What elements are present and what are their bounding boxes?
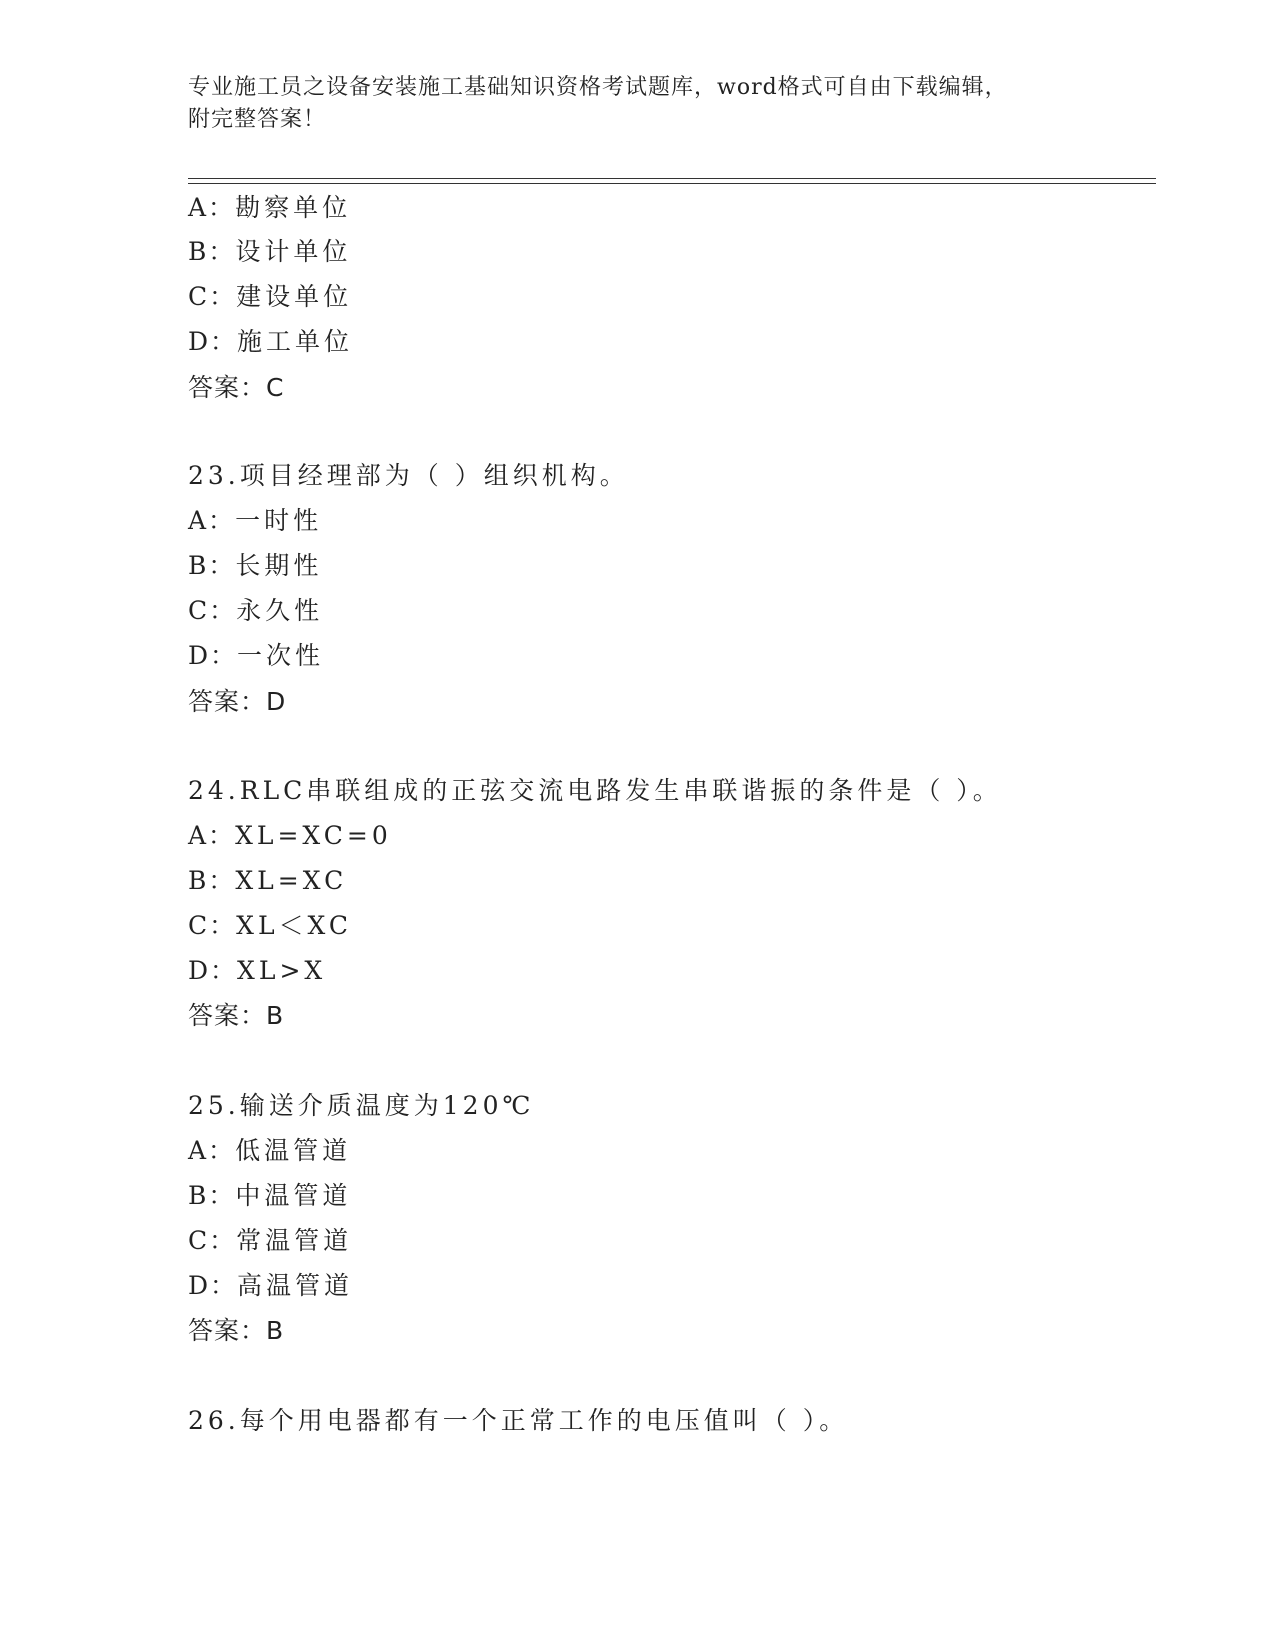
header-rule-top [188, 178, 1156, 179]
q23-option-a: A：一时性 [188, 506, 323, 535]
q23-stem: 23.项目经理部为（ ）组织机构。 [188, 461, 629, 490]
header-line-1: 专业施工员之设备安装施工基础知识资格考试题库，word格式可自由下载编辑， [188, 75, 1008, 100]
q24-answer: 答案：B [188, 1001, 285, 1030]
q24-option-a: A：XL=XC=0 [188, 821, 392, 850]
q23-option-b: B：长期性 [188, 551, 323, 580]
q22-option-d: D：施工单位 [188, 327, 354, 356]
q25-stem: 25.输送介质温度为120℃ [188, 1091, 535, 1120]
header-line-2: 附完整答案！ [188, 107, 327, 132]
q24-option-d: D：XL>X [188, 956, 327, 985]
document-header [188, 72, 1088, 136]
q23-option-d: D：一次性 [188, 641, 325, 670]
header-rule-bottom [188, 183, 1156, 184]
q22-option-c: C：建设单位 [188, 282, 353, 311]
q23-option-c: C：永久性 [188, 596, 324, 625]
q25-option-a: A：低温管道 [188, 1136, 352, 1165]
q24-option-c: C：XL＜XC [188, 911, 353, 940]
q25-option-b: B：中温管道 [188, 1181, 352, 1210]
q26-stem: 26.每个用电器都有一个正常工作的电压值叫（ ）。 [188, 1406, 849, 1435]
q22-option-b: B：设计单位 [188, 237, 352, 266]
q22-option-a: A：勘察单位 [188, 193, 352, 222]
q23-answer: 答案：D [188, 687, 287, 716]
q25-option-c: C：常温管道 [188, 1226, 353, 1255]
q24-option-b: B：XL=XC [188, 866, 348, 895]
q25-option-d: D：高温管道 [188, 1271, 354, 1300]
q25-answer: 答案：B [188, 1316, 285, 1345]
q22-answer: 答案：C [188, 373, 285, 402]
q24-stem: 24.RLC串联组成的正弦交流电路发生串联谐振的条件是（ ）。 [188, 776, 1002, 805]
